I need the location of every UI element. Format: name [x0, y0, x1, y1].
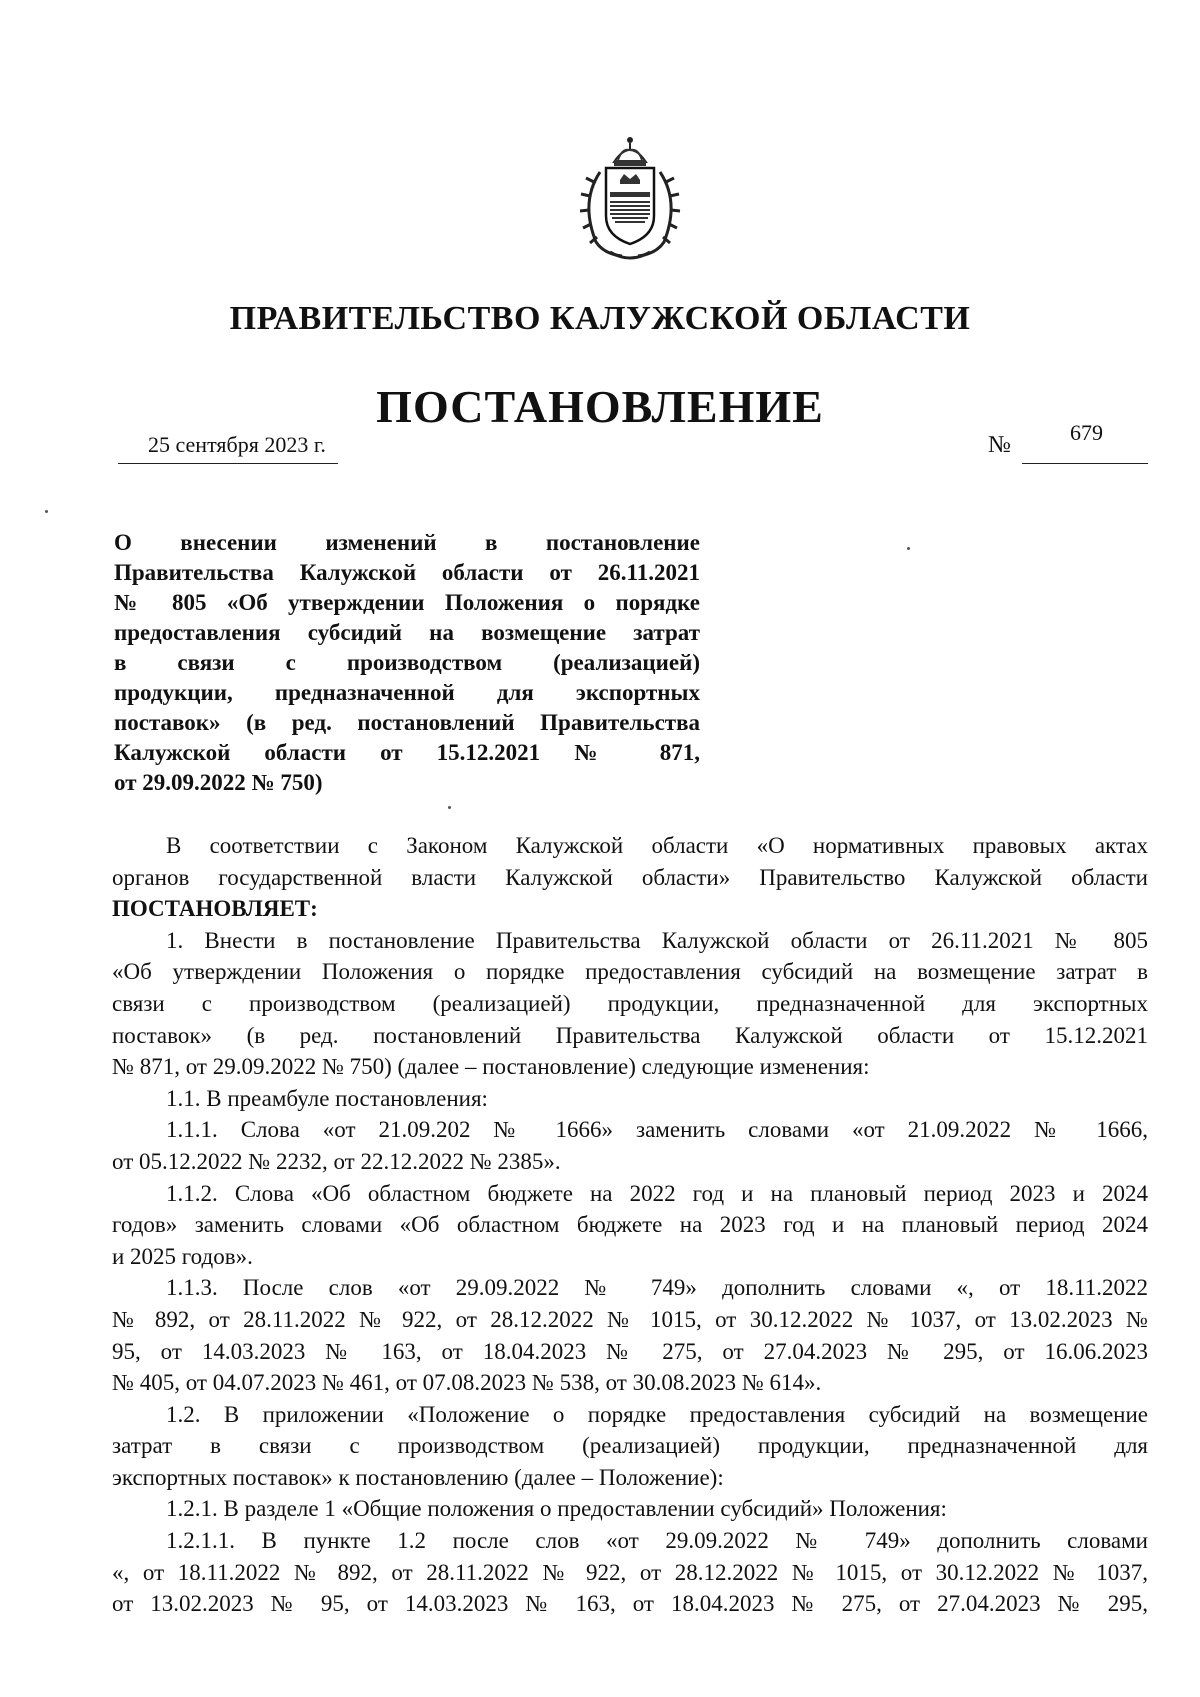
body-line: 1. Внести в постановление Правительства Калужской области от 26.11.2021 № 805	[166, 927, 1148, 953]
body-line: связи с производством (реализацией) продукции, предназначенной для экспортных	[112, 990, 1148, 1016]
document-number: 679	[1070, 420, 1103, 445]
subject-line: от 29.09.2022 № 750)	[114, 770, 323, 795]
kaluga-coat-of-arms-icon	[570, 132, 690, 264]
body-line: 1.1.1. Слова «от 21.09.202 № 1666» заменить словами «от 21.09.2022 № 1666,	[166, 1117, 1148, 1143]
scan-speck	[907, 547, 910, 550]
body-line: поставок» (в ред. постановлений Правительства Калужской области от 15.12.2021	[112, 1022, 1148, 1048]
body-line: № 892, от 28.11.2022 № 922, от 28.12.2022 № 1015, от 30.12.2022 № 1037, от 13.02.2023 №	[112, 1306, 1148, 1332]
body-line: «, от 18.11.2022 № 892, от 28.11.2022 № 922, от 28.12.2022 № 1015, от 30.12.2022 № 1037,	[112, 1559, 1148, 1585]
body-line: 95, от 14.03.2023 № 163, от 18.04.2023 № 275, от 27.04.2023 № 295, от 16.06.2023	[112, 1338, 1148, 1364]
body-line: 1.1.2. Слова «Об областном бюджете на 2022 год и на плановый период 2023 и 2024	[166, 1180, 1148, 1206]
scan-speck	[45, 510, 48, 513]
body-line: 1.2.1.1. В пункте 1.2 после слов «от 29.09.2022 № 749» дополнить словами	[166, 1528, 1148, 1554]
body-line: 1.2.1. В разделе 1 «Общие положения о предоставлении субсидий» Положения:	[166, 1496, 947, 1522]
subject-line: в связи с производством (реализацией)	[114, 650, 700, 675]
number-sign: №	[988, 432, 1011, 458]
body-line: годов» заменить словами «Об областном бюджете на 2023 год и на плановый период 2024	[112, 1212, 1148, 1238]
document-body	[112, 830, 1148, 1620]
document-type-title: ПОСТАНОВЛЕНИЕ	[376, 381, 824, 432]
body-line: 1.1.3. После слов «от 29.09.2022 № 749» дополнить словами «, от 18.11.2022	[166, 1275, 1148, 1301]
body-line: от 13.02.2023 № 95, от 14.03.2023 № 163, от 18.04.2023 № 275, от 27.04.2023 № 295,	[112, 1591, 1148, 1617]
subject-line: О внесении изменений в постановление	[114, 530, 700, 555]
body-line: от 05.12.2022 № 2232, от 22.12.2022 № 2385».	[112, 1148, 561, 1174]
document-date: 25 сентября 2023 г.	[148, 432, 326, 457]
subject-line: поставок» (в ред. постановлений Правительства	[114, 710, 700, 735]
date-underline	[118, 462, 338, 464]
body-line: 1.2. В приложении «Положение о порядке предоставления субсидий на возмещение	[166, 1401, 1148, 1427]
body-line: № 405, от 04.07.2023 № 461, от 07.08.2023 № 538, от 30.08.2023 № 614».	[112, 1370, 822, 1396]
subject-line: № 805 «Об утверждении Положения о порядке	[114, 590, 700, 615]
organization-title: ПРАВИТЕЛЬСТВО КАЛУЖСКОЙ ОБЛАСТИ	[229, 300, 971, 337]
subject-line: продукции, предназначенной для экспортных	[114, 680, 700, 705]
body-line: № 871, от 29.09.2022 № 750) (далее – постановление) следующие изменения:	[112, 1054, 870, 1080]
body-line: затрат в связи с производством (реализацией) продукции, предназначенной для	[112, 1433, 1148, 1459]
body-line: экспортных поставок» к постановлению (далее – Положение):	[112, 1464, 724, 1490]
body-line: 1.1. В преамбуле постановления:	[166, 1085, 488, 1111]
number-underline	[1022, 462, 1148, 464]
body-line: органов государственной власти Калужской области» Правительство Калужской области	[112, 864, 1148, 890]
scan-speck	[448, 806, 451, 809]
body-line: и 2025 годов».	[112, 1243, 253, 1269]
subject-line: предоставления субсидий на возмещение затрат	[114, 620, 700, 645]
body-line-resolves: ПОСТАНОВЛЯЕТ:	[112, 896, 318, 922]
subject-line: Правительства Калужской области от 26.11.2021	[114, 560, 700, 585]
body-line: «Об утверждении Положения о порядке предоставления субсидий на возмещение затрат в	[112, 959, 1148, 985]
body-line: В соответствии с Законом Калужской области «О нормативных правовых актах	[166, 833, 1148, 858]
document-subject	[114, 528, 700, 798]
subject-line: Калужской области от 15.12.2021 № 871,	[114, 740, 700, 765]
